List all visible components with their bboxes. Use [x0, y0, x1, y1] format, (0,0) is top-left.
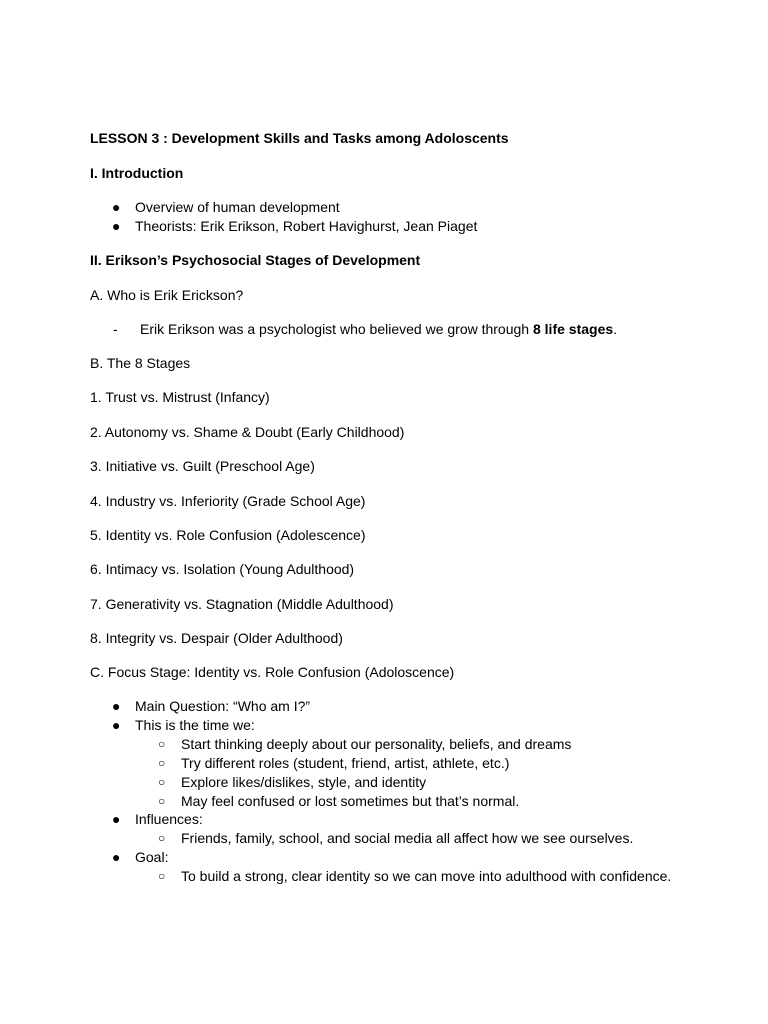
- sub-bullet-icon: ○: [158, 775, 166, 789]
- main-question: Main Question: “Who am I?”: [135, 698, 311, 714]
- bullet-icon: ●: [112, 849, 121, 865]
- subheading-who-is-erikson: A. Who is Erik Erickson?: [90, 287, 244, 303]
- subheading-focus-stage: C. Focus Stage: Identity vs. Role Confusion (Adoloscence): [90, 664, 455, 680]
- sub-bullet-icon: ○: [158, 737, 166, 751]
- bullet-icon: ●: [112, 717, 121, 733]
- goal-item: To build a strong, clear identity so we can move into adulthood with confidence.: [181, 868, 672, 884]
- intro-bullet-2: Theorists: Erik Erikson, Robert Havighurst, Jean Piaget: [135, 218, 478, 234]
- dash-marker: -: [113, 321, 118, 337]
- stage-item-5: 5. Identity vs. Role Confusion (Adolescence): [90, 527, 366, 543]
- influences-item: Friends, family, school, and social media all affect how we see ourselves.: [181, 830, 634, 846]
- sub-bullet-icon: ○: [158, 794, 166, 808]
- life-stages-emphasis: 8 life stages: [532, 321, 614, 337]
- stage-item-1: 1. Trust vs. Mistrust (Infancy): [90, 389, 270, 405]
- erikson-description: [140, 321, 617, 338]
- bullet-icon: ●: [112, 698, 121, 714]
- stage-item-3: 3. Initiative vs. Guilt (Preschool Age): [90, 458, 315, 474]
- bullet-icon: ●: [112, 218, 121, 234]
- erikson-description-text: Erik Erikson was a psychologist who believed we grow through: [140, 321, 533, 337]
- time-item-2: Try different roles (student, friend, artist, athlete, etc.): [181, 755, 510, 771]
- time-item-3: Explore likes/dislikes, style, and identity: [181, 774, 427, 790]
- time-item-1: Start thinking deeply about our personality, beliefs, and dreams: [181, 736, 572, 752]
- subheading-eight-stages: B. The 8 Stages: [90, 355, 191, 371]
- stage-item-4: 4. Industry vs. Inferiority (Grade School Age): [90, 493, 366, 509]
- erikson-description-end: .: [613, 321, 618, 337]
- sub-bullet-icon: ○: [158, 869, 166, 883]
- stage-item-6: 6. Intimacy vs. Isolation (Young Adulthood): [90, 561, 355, 577]
- sub-bullet-icon: ○: [158, 756, 166, 770]
- lesson-title: LESSON 3 : Development Skills and Tasks among Adoloscents: [90, 130, 509, 146]
- stage-item-7: 7. Generativity vs. Stagnation (Middle Adulthood): [90, 596, 394, 612]
- stage-item-8: 8. Integrity vs. Despair (Older Adulthood): [90, 630, 343, 646]
- bullet-icon: ●: [112, 811, 121, 827]
- bullet-icon: ●: [112, 199, 121, 215]
- sub-bullet-icon: ○: [158, 831, 166, 845]
- section-heading-introduction: I. Introduction: [90, 165, 184, 181]
- intro-bullet-1: Overview of human development: [135, 199, 340, 215]
- time-label: This is the time we:: [135, 717, 255, 733]
- goal-label: Goal:: [135, 849, 169, 865]
- section-heading-erikson: II. Erikson’s Psychosocial Stages of Development: [90, 252, 421, 268]
- stage-item-2: 2. Autonomy vs. Shame & Doubt (Early Childhood): [90, 424, 405, 440]
- time-item-4: May feel confused or lost sometimes but that’s normal.: [181, 793, 520, 809]
- influences-label: Influences:: [135, 811, 203, 827]
